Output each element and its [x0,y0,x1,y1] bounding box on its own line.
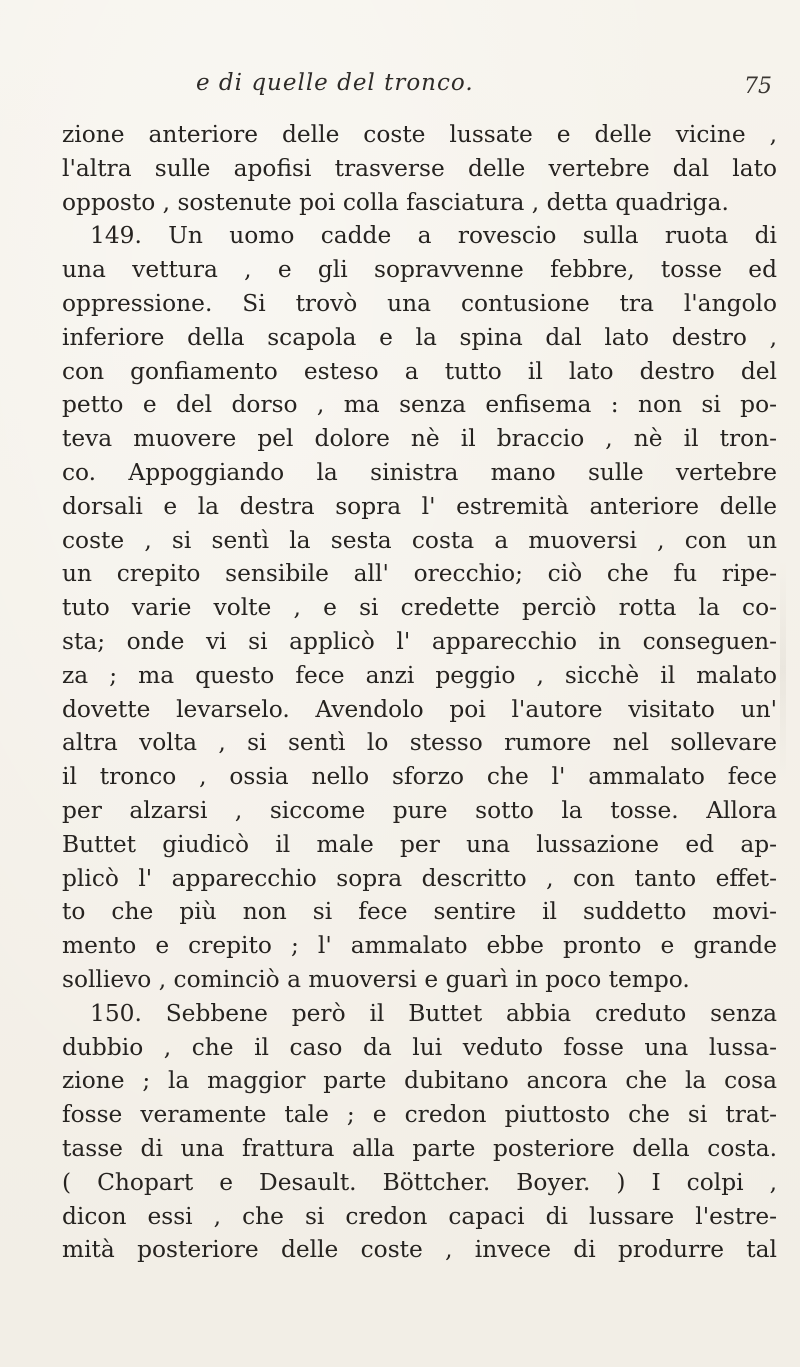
text-line: petto e del dorso , ma senza enfisema : non si po- [62,391,777,419]
text-line: zione anteriore delle coste lussate e delle vicine , [62,121,777,148]
paper-stain [780,560,786,780]
text-line: opposto , sostenute poi colla fasciatura , detta quadriga. [62,188,729,216]
text-line: oppressione. Si trovò una contusione tra l'angolo [62,289,777,317]
page-header [0,70,800,110]
text-line: tuto varie volte , e si credette perciò rotta la co- [62,594,777,622]
citation-line: ( Chopart e Desault. Böttcher. Boyer. ) I colpi , [62,1168,777,1196]
text-line: un crepito sensibile all' orecchio; ciò che fu ripe- [62,560,777,588]
text-line: inferiore della scapola e la spina dal lato destro , [62,323,777,351]
text-line: coste , si sentì la sesta costa a muoversi , con un [62,526,777,554]
body-text [62,118,777,1267]
text-line: sollievo , cominciò a muoversi e guarì in poco tempo. [62,965,690,993]
running-title: e di quelle del tronco. [196,70,474,96]
text-line: dubbio , che il caso da lui veduto fosse una lussa- [62,1033,777,1061]
text-line: dovette levarselo. Avendolo poi l'autore visitato un' [62,695,777,723]
text-line: l'altra sulle apofisi trasverse delle vertebre dal lato [62,154,777,182]
text-line: tasse di una frattura alla parte posteriore della costa. [62,1134,777,1162]
text-line: dorsali e la destra sopra l' estremità anteriore delle [62,492,777,520]
paragraph-149-start: 149. Un uomo cadde a rovescio sulla ruota di [90,222,777,250]
text-line: il tronco , ossia nello sforzo che l' ammalato fece [62,763,777,791]
text-line: per alzarsi , siccome pure sotto la tosse. Allora [62,796,777,824]
page-number: 75 [744,74,772,99]
text-line: za ; ma questo fece anzi peggio , sicchè il malato [62,661,777,689]
text-line: altra volta , si sentì lo stesso rumore nel sollevare [62,729,777,757]
text-line: zione ; la maggior parte dubitano ancora che la cosa [62,1067,777,1095]
text-line: sta; onde vi si applicò l' apparecchio in conseguen- [62,627,777,655]
text-line: una vettura , e gli sopravvenne febbre, tosse ed [62,256,777,284]
text-line: dicon essi , che si credon capaci di lussare l'estre- [62,1202,777,1230]
text-line: to che più non si fece sentire il suddetto movi- [62,898,777,926]
text-line: fosse veramente tale ; e credon piuttosto che si trat- [62,1101,777,1129]
text-line: teva muovere pel dolore nè il braccio , nè il tron- [62,425,777,453]
text-line: plicò l' apparecchio sopra descritto , con tanto effet- [62,864,777,892]
text-line: mità posteriore delle coste , invece di produrre tal [62,1236,777,1264]
text-line: con gonfiamento esteso a tutto il lato destro del [62,357,777,385]
text-line: mento e crepito ; l' ammalato ebbe pronto e grande [62,932,777,960]
text-line: co. Appoggiando la sinistra mano sulle vertebre [62,458,777,486]
text-line: Buttet giudicò il male per una lussazione ed ap- [62,830,777,858]
paragraph-150-start: 150. Sebbene però il Buttet abbia creduto senza [90,999,777,1027]
